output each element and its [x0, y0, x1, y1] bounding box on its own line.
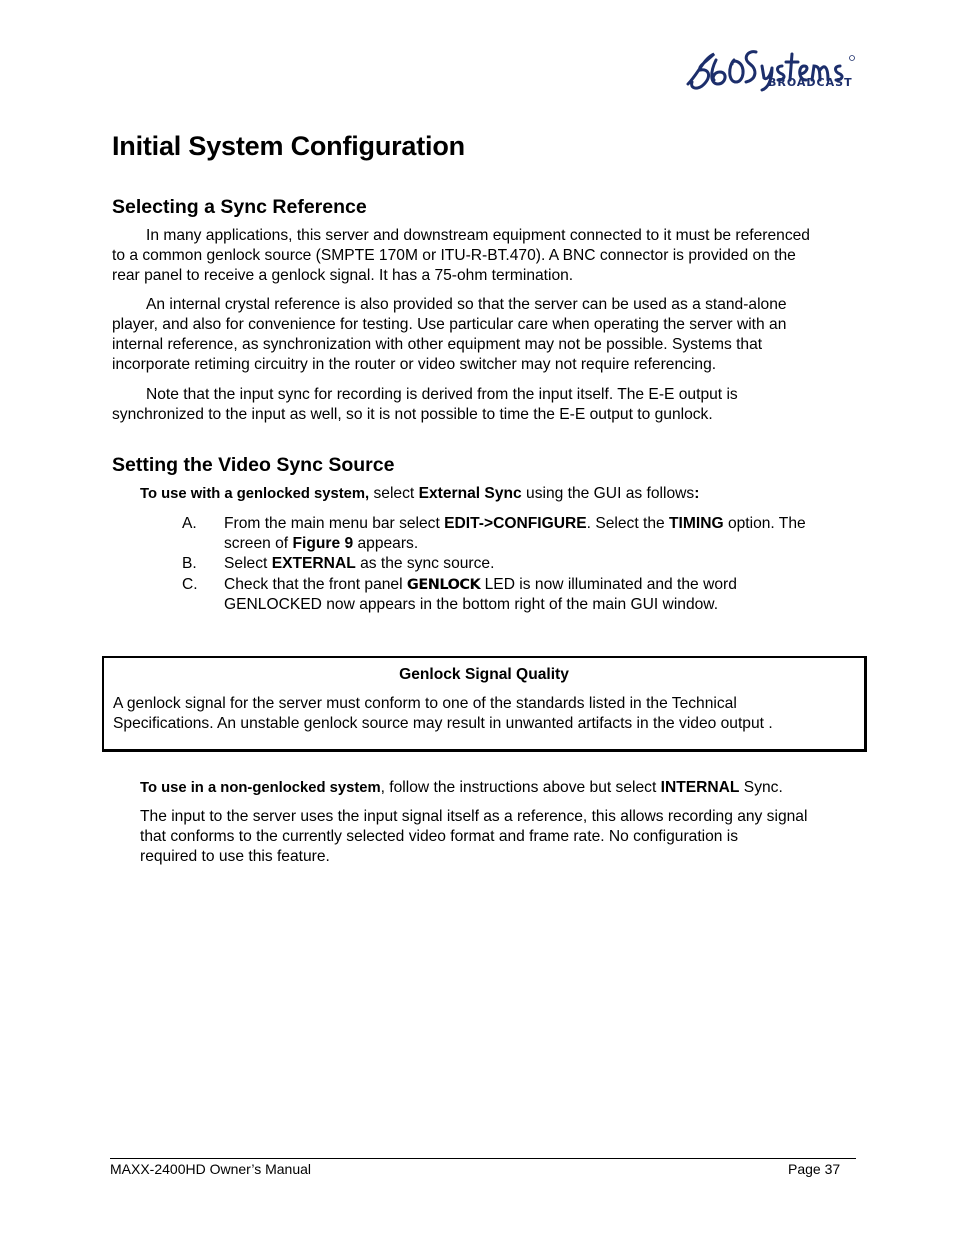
text-line: required to use this feature.	[140, 848, 330, 865]
text-line: to a common genlock source (SMPTE 170M or ITU-R-BT.470). A BNC connector is provided on the	[112, 247, 796, 264]
text: appears.	[353, 535, 419, 552]
list-item-text	[224, 575, 864, 615]
section-heading-sync-reference: Selecting a Sync Reference	[112, 196, 367, 218]
section-heading-video-sync-source: Setting the Video Sync Source	[112, 454, 395, 476]
bold-text: GENLOCK	[406, 577, 481, 593]
footer-manual-title: MAXX-2400HD Owner’s Manual	[110, 1161, 312, 1177]
text-line: incorporate retiming circuitry in the router or video switcher may not require referencing.	[112, 356, 717, 373]
bold-text: External Sync	[418, 485, 522, 502]
list-marker: C.	[182, 576, 198, 593]
bold-text: EXTERNAL	[271, 555, 356, 572]
text: Check that the front panel	[224, 576, 407, 593]
page-title: Initial System Configuration	[112, 131, 465, 161]
text: From the main menu bar select	[224, 515, 445, 532]
text: . Select the	[586, 515, 670, 532]
text-line: A genlock signal for the server must conform to one of the standards listed in the Technical	[113, 695, 737, 712]
text: LED is now illuminated and the word	[480, 576, 737, 593]
text-line: The input to the server uses the input signal itself as a reference, this allows recording any signal	[140, 808, 808, 825]
bold-text: TIMING	[669, 515, 724, 532]
note-text	[113, 694, 853, 734]
list-marker: B.	[182, 555, 197, 572]
text-line: internal reference, as synchronization with other equipment may not be possible. Systems that	[112, 336, 763, 353]
text-line: that conforms to the currently selected video format and frame rate. No configuration is	[140, 828, 739, 845]
paragraph-genlocked-intro	[140, 484, 699, 504]
text: Select	[224, 555, 272, 572]
footer-page-number: Page 37	[788, 1161, 841, 1177]
logo-subtitle: BROADCAST	[768, 76, 853, 89]
text: Sync.	[739, 779, 783, 796]
text: , follow the instructions above but select	[380, 779, 661, 796]
text-line	[224, 514, 864, 534]
text: as the sync source.	[355, 555, 495, 572]
text-line: An internal crystal reference is also provided so that the server can be used as a stand-alone	[146, 296, 787, 313]
footer-divider	[110, 1158, 856, 1159]
list-item-text	[224, 514, 864, 554]
text-line: Specifications. An unstable genlock source may result in unwanted artifacts in the video output .	[113, 715, 773, 732]
text-line: Note that the input sync for recording is derived from the input itself. The E-E output is	[146, 386, 738, 403]
bold-text: :	[694, 485, 700, 502]
text-line	[224, 575, 864, 595]
bold-text: EDIT->CONFIGURE	[444, 515, 587, 532]
text-line: In many applications, this server and downstream equipment connected to it must be referenced	[146, 227, 810, 244]
list-marker: A.	[182, 515, 197, 532]
bold-text: To use with a genlocked system,	[140, 486, 370, 502]
text-line: rear panel to receive a genlock signal. It has a 75-ohm termination.	[112, 267, 574, 284]
text-line: synchronized to the input as well, so it is not possible to time the E-E output to gunlock.	[112, 406, 713, 423]
bold-text: INTERNAL	[660, 779, 740, 796]
bold-text: Figure 9	[292, 535, 354, 552]
note-title: Genlock Signal Quality	[399, 666, 569, 683]
text: screen of	[224, 535, 293, 552]
note-box	[102, 656, 867, 752]
text: using the GUI as follows	[521, 485, 695, 502]
text-line	[224, 534, 864, 554]
text-line: GENLOCKED now appears in the bottom right of the main GUI window.	[224, 596, 719, 613]
text-line: player, and also for convenience for testing. Use particular care when operating the server with an	[112, 316, 787, 333]
brand-logo	[684, 44, 859, 94]
text: option. The	[723, 515, 806, 532]
text: select	[369, 485, 419, 502]
bold-text: To use in a non-genlocked system	[140, 780, 381, 796]
paragraph-nongenlocked	[140, 778, 783, 798]
list-item-text	[224, 554, 864, 574]
